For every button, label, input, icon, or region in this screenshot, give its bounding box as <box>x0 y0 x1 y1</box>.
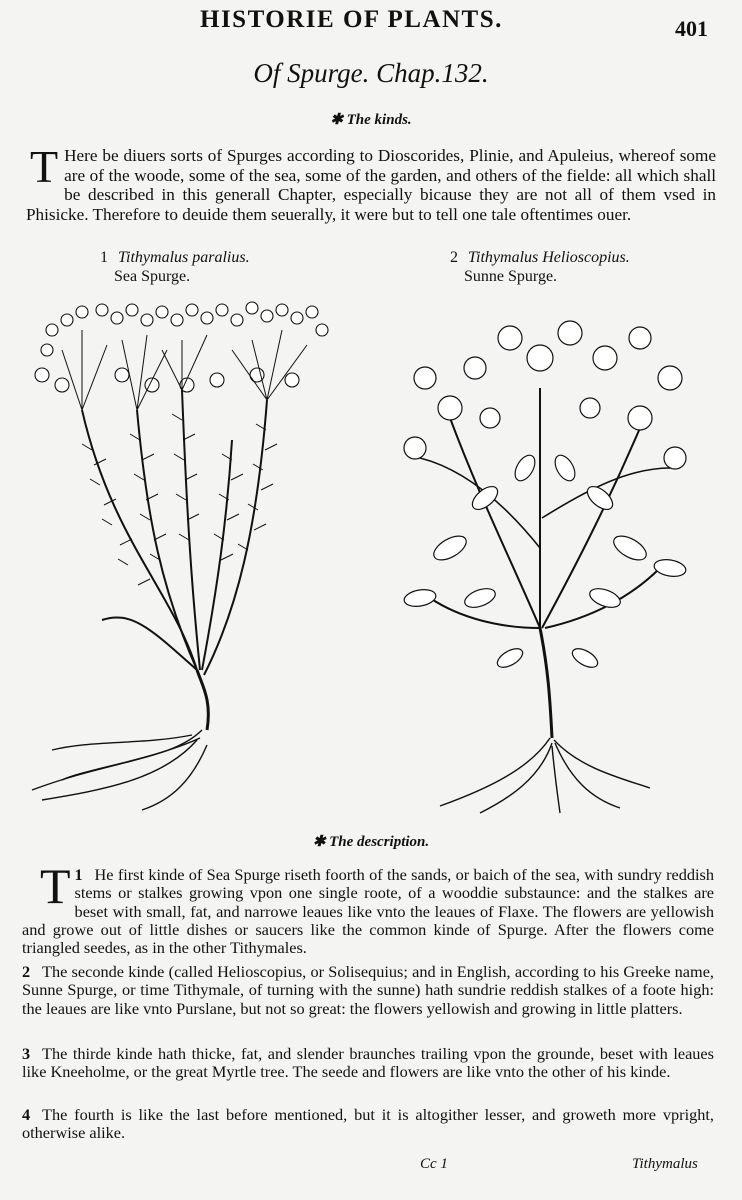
drop-cap: T <box>30 141 59 192</box>
item-text: The thirde kinde hath thicke, fat, and slender braunches trailing vpon the grounde, beset with leaues like Kneeholme, or the great Myrtle tree. The seede and flowers are like vnto the other of his kinde. <box>22 1044 714 1082</box>
item-text: The fourth is like the last before mentioned, but it is altogither lesser, and groweth more vpright, otherwise alike. <box>22 1105 714 1143</box>
description-item-2 <box>22 963 714 1018</box>
figure-caption-1 <box>100 248 250 286</box>
item-number: 4 <box>22 1105 31 1124</box>
figure-caption-2 <box>450 248 630 286</box>
item-text: He first kinde of Sea Spurge riseth foorth of the sands, or baich of the sea, with sundry reddish stems or stalkes growing vpon one single roote, of a wooddie substaunce: and the stalkes are beset with small, fat, and narrowe leaues like vnto the leaues of Flaxe. The flowers are yellowish and growe out of little dishes or saucers like the common kinde of Spurge. After the flowers come triangled seedes, as in the other Tithymales. <box>22 865 714 958</box>
catchword: Tithymalus <box>632 1156 698 1172</box>
sunne-spurge-woodcut <box>390 298 710 818</box>
description-item-1 <box>22 858 714 958</box>
figure-english-name: Sunne Spurge. <box>464 268 558 285</box>
description-item-3 <box>22 1045 714 1082</box>
description-heading: ✱ The description. <box>312 834 430 850</box>
page-number: 401 <box>675 16 708 41</box>
kinds-heading: ✱ The kinds. <box>330 112 412 128</box>
sea-spurge-woodcut <box>22 290 332 820</box>
kinds-paragraph <box>26 141 716 224</box>
figure-latin-name: Tithymalus Helioscopius. <box>468 249 630 266</box>
item-text: The seconde kinde (called Helioscopius, or Solisequius; and in English, according to his Greeke name, Sunne Spurge, or time Tithymale, of turning with the sunne) hath sundrie reddish stalkes of a foote high: the leaues are like vnto Purslane, but not so great: the flowers yellowish and growing in little platters. <box>22 962 714 1018</box>
figure-number: 2 <box>450 249 458 266</box>
description-item-4 <box>22 1106 714 1143</box>
item-number: 2 <box>22 962 31 981</box>
drop-cap: T <box>40 858 71 914</box>
kinds-text: Here be diuers sorts of Spurges according to Dioscorides, Plinie, and Apuleius, whereof some are of the woode, some of the sea, some of the garden, and others of the fielde: all which shall be described in this generall Chapter, especially bicause they are not all of them vsed in Phisicke. Therefore to deuide them seuerally, it were but to tell one tale oftentimes ouer. <box>26 146 716 224</box>
figure-english-name: Sea Spurge. <box>114 268 191 285</box>
item-number: 1 <box>74 865 83 884</box>
item-number: 3 <box>22 1044 31 1063</box>
figure-number: 1 <box>100 249 108 266</box>
chapter-title: Of Spurge. Chap.132. <box>253 58 489 88</box>
signature-mark: Cc 1 <box>420 1156 448 1172</box>
figure-latin-name: Tithymalus paralius. <box>118 249 250 266</box>
running-title: HISTORIE OF PLANTS. <box>200 6 503 33</box>
